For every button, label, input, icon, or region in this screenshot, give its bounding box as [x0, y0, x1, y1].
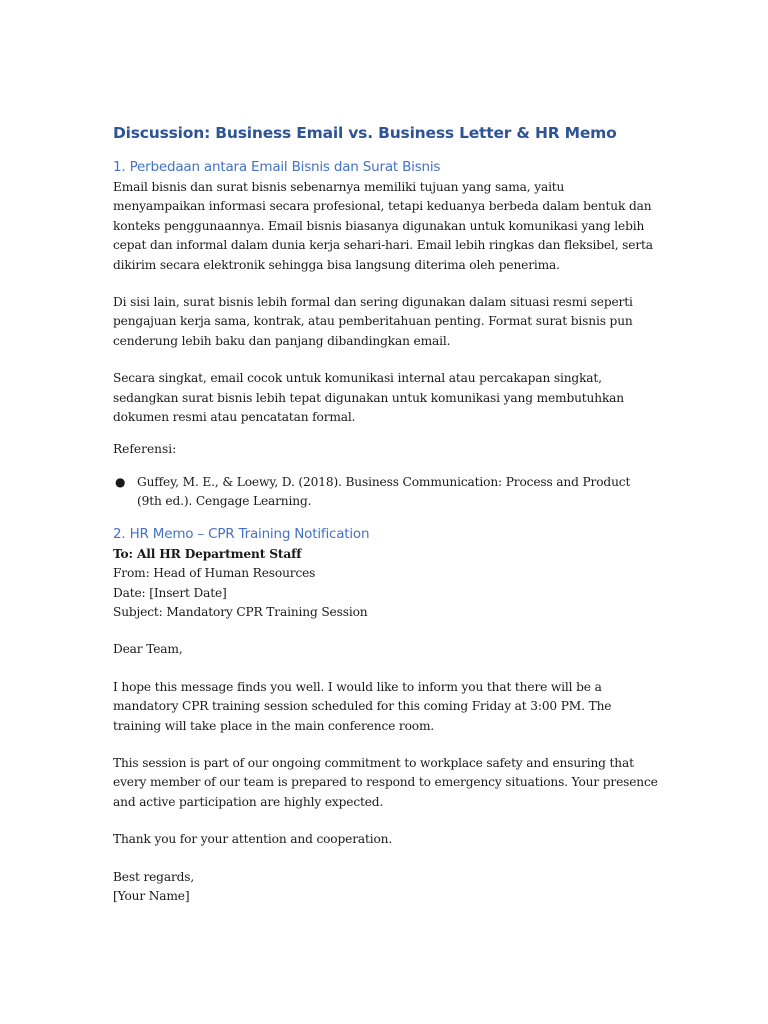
memo-paragraph-1: I hope this message finds you well. I would like to inform you that there will be a mandatory CPR training session scheduled for this coming Friday at 3:00 PM. The training will take place in the main conference room.	[113, 679, 612, 733]
reference-list	[113, 473, 658, 512]
section-1-paragraph-2: Di sisi lain, surat bisnis lebih formal dan sering digunakan dalam situasi resmi seperti pengajuan kerja sama, kontrak, atau pemberitahuan penting. Format surat bisnis pun cenderung lebih baku dan panjang dibandingkan email.	[113, 295, 633, 348]
document-title: Discussion: Business Email vs. Business Letter & HR Memo	[113, 124, 617, 142]
section-1-paragraph-1: Email bisnis dan surat bisnis sebenarnya memiliki tujuan yang sama, yaitu menyampaikan informasi secara profesional, tetapi keduanya berbeda dalam bentuk dan konteks penggunaannya. Email bisnis biasanya digunakan untuk komunikasi yang lebih cepat dan informal dalam dunia kerja sehari-hari. Email lebih ringkas dan fleksibel, serta dikirim secara elektronik sehingga bisa langsung diterima oleh penerima.	[113, 180, 653, 272]
bullet-icon: ●	[115, 474, 126, 489]
memo-from: From: Head of Human Resources	[113, 566, 316, 581]
spacer	[113, 622, 658, 640]
reference-text: Guffey, M. E., & Loewy, D. (2018). Business Communication: Process and Product (9th ed.). Cengage Learning.	[137, 474, 631, 509]
memo-paragraph-2: This session is part of our ongoing commitment to workplace safety and ensuring that every member of our team is prepared to respond to emergency situations. Your presence and active participation are highly expected.	[113, 755, 658, 809]
memo-paragraph-3: Thank you for your attention and cooperation.	[113, 832, 393, 847]
memo-greeting: Dear Team,	[113, 642, 183, 657]
memo-date: Date: [Insert Date]	[113, 585, 227, 600]
reference-item	[113, 473, 658, 512]
section-1-paragraph-3: Secara singkat, email cocok untuk komunikasi internal atau percakapan singkat, sedangkan surat bisnis lebih tepat digunakan untuk komunikasi yang membutuhkan dokumen resmi atau pencatatan formal.	[113, 371, 624, 425]
memo-closing: Best regards,	[113, 869, 195, 884]
document-page	[113, 124, 658, 906]
memo-signature: [Your Name]	[113, 888, 190, 903]
memo-to: To: All HR Department Staff	[113, 546, 302, 561]
memo-subject: Subject: Mandatory CPR Training Session	[113, 604, 368, 619]
section-2-heading: 2. HR Memo – CPR Training Notification	[113, 525, 370, 542]
reference-label: Referensi:	[113, 442, 177, 457]
section-1-heading: 1. Perbedaan antara Email Bisnis dan Surat Bisnis	[113, 159, 441, 175]
